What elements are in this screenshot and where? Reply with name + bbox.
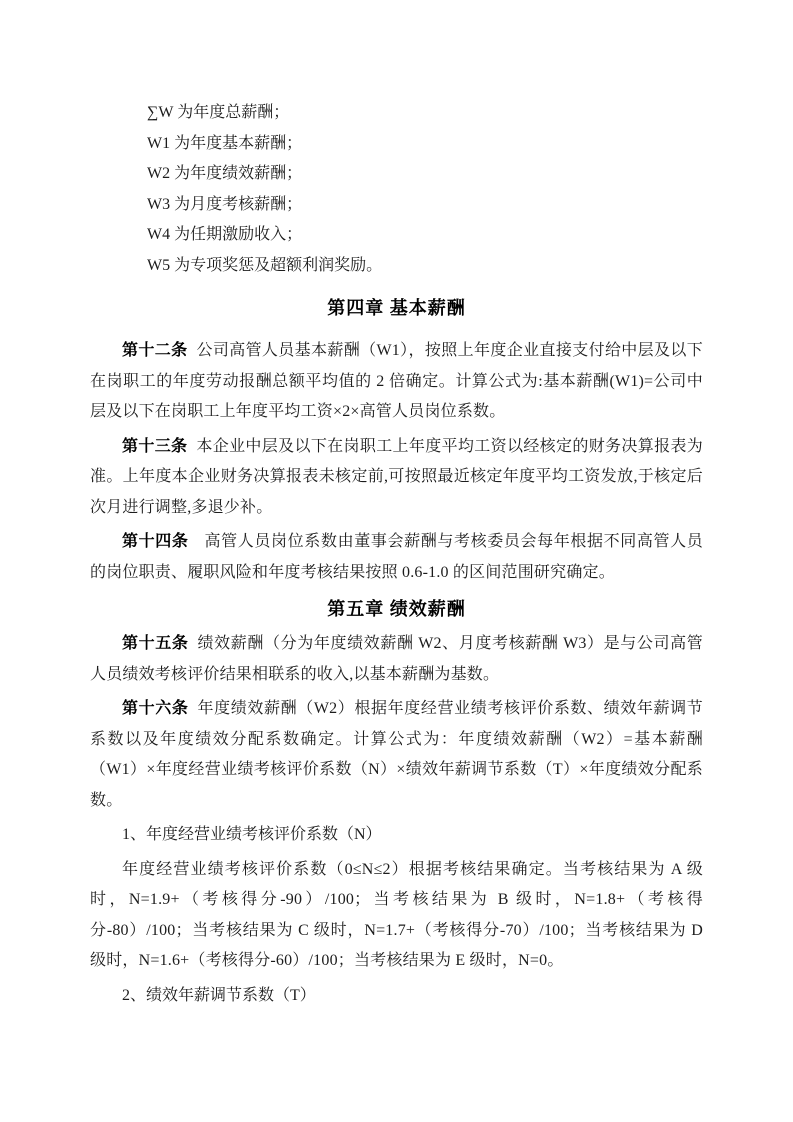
article-14-label: 第十四条 bbox=[122, 533, 189, 550]
definition-line-total-salary: ∑W 为年度总薪酬； bbox=[147, 104, 290, 121]
article-12-paragraph bbox=[90, 336, 703, 428]
coefficient-n-paragraph: 年度经营业绩考核评价系数（0≤N≤2）根据考核结果确定。当考核结果为 A 级时，N=1.9+（考核得分-90）/100；当考核结果为 B 级时，N=1.8+（考核得分-80）/100；当考核结果为 C 级时，N=1.7+（考核得分-70）/100；当考核结果为 D 级时，N=1.6+（考核得分-60）/100；当考核结果为 E 级时，N=0。 bbox=[90, 860, 703, 969]
item-1-coefficient-n-heading: 1、年度经营业绩考核评价系数（N） bbox=[122, 826, 382, 843]
article-12-label: 第十二条 bbox=[122, 342, 188, 359]
article-14-text: 高管人员岗位系数由董事会薪酬与考核委员会每年根据不同高管人员的岗位职责、履职风险和年度考核结果按照 0.6-1.0 的区间范围研究确定。 bbox=[90, 533, 703, 581]
article-15-label: 第十五条 bbox=[122, 635, 189, 652]
article-15-text: 绩效薪酬（分为年度绩效薪酬 W2、月度考核薪酬 W3）是与公司高管人员绩效考核评价结果相联系的收入,以基本薪酬为基数。 bbox=[90, 635, 703, 683]
item-2-coefficient-t-heading: 2、绩效年薪调节系数（T） bbox=[122, 986, 316, 1004]
definition-line-w5: W5 为专项奖惩及超额利润奖励。 bbox=[147, 256, 383, 274]
definition-line-w4: W4 为任期激励收入； bbox=[147, 226, 303, 243]
definition-line-w1: W1 为年度基本薪酬； bbox=[147, 134, 303, 152]
article-15-paragraph bbox=[90, 629, 703, 690]
article-13-label: 第十三条 bbox=[122, 437, 188, 455]
article-13-text: 本企业中层及以下在岗职工上年度平均工资以经核定的财务决算报表为准。上年度本企业财务决算报表未核定前,可按照最近核定年度平均工资发放,于核定后次月进行调整,多退少补。 bbox=[90, 437, 703, 516]
definition-line-w3: W3 为月度考核薪酬； bbox=[147, 195, 303, 213]
chapter-4-heading: 第四章 基本薪酬 bbox=[327, 298, 466, 318]
article-14-paragraph bbox=[90, 527, 703, 588]
article-16-label: 第十六条 bbox=[122, 700, 189, 717]
article-16-text: 年度绩效薪酬（W2）根据年度经营业绩考核评价系数、绩效年薪调节系数以及年度绩效分配系数确定。计算公式为：年度绩效薪酬（W2）=基本薪酬（W1）×年度经营业绩考核评价系数（N）×绩效年薪调节系数（T）×年度绩效分配系数。 bbox=[90, 700, 703, 809]
article-13-paragraph bbox=[90, 432, 703, 524]
definition-line-w2: W2 为年度绩效薪酬； bbox=[147, 165, 303, 182]
article-16-paragraph bbox=[90, 694, 703, 816]
article-12-text: 公司高管人员基本薪酬（W1），按照上年度企业直接支付给中层及以下在岗职工的年度劳动报酬总额平均值的 2 倍确定。计算公式为:基本薪酬(W1)=公司中层及以下在岗职工上年度平均工资×2×高管人员岗位系数。 bbox=[90, 342, 703, 420]
chapter-5-heading: 第五章 绩效薪酬 bbox=[327, 599, 466, 619]
